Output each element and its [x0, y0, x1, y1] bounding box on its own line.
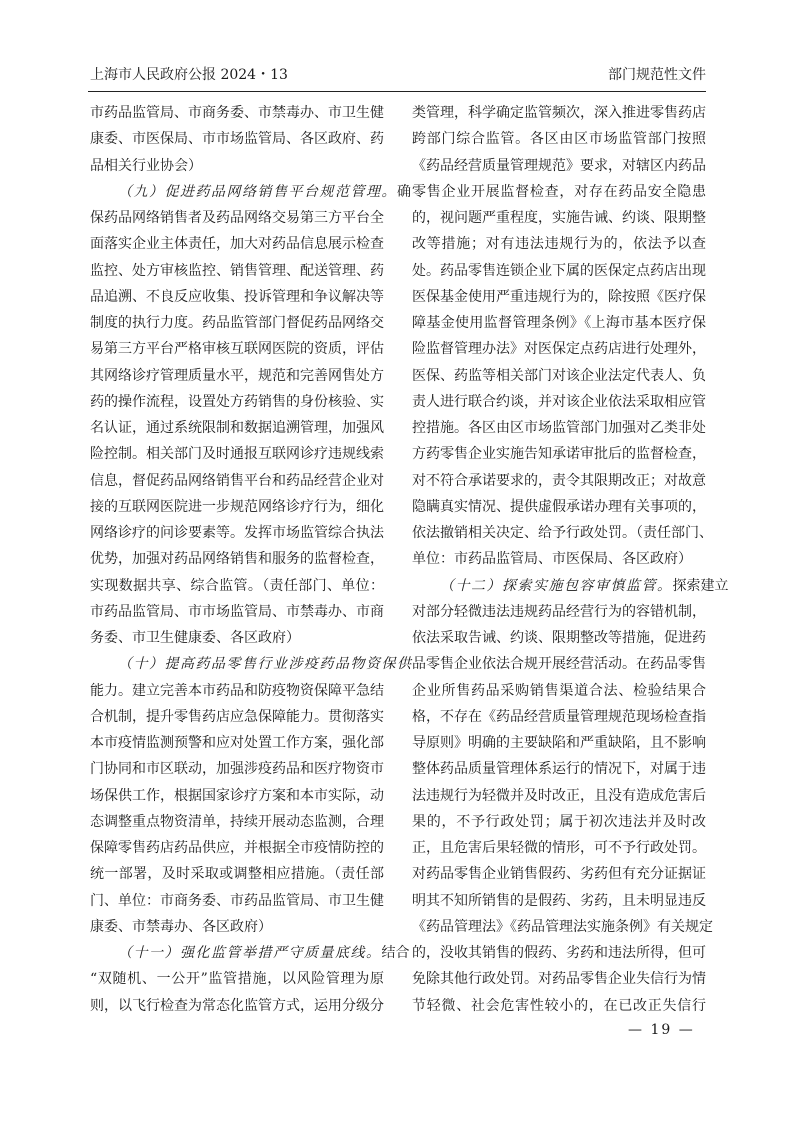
text-line: [90, 651, 413, 677]
line-text: 康委、市禁毒办、各区政府）: [90, 918, 272, 935]
line-text: 险监督管理办法》对医保定点药店进行处理外，: [412, 341, 706, 358]
text-line: [412, 599, 706, 625]
text-line: [412, 730, 706, 756]
line-text: 法违规行为轻微并及时改正，且没有造成危害后: [412, 787, 706, 804]
line-text: 确: [397, 183, 411, 200]
text-line: [412, 651, 706, 677]
text-line: [412, 415, 706, 441]
text-line: [90, 940, 410, 966]
line-text: 对部分轻微违法违规药品经营行为的容错机制，: [412, 603, 706, 620]
text-line: [90, 520, 384, 546]
line-text: 医保基金使用严重违规行为的，除按照《医疗保: [412, 288, 706, 305]
line-text: 处。药品零售连锁企业下属的医保定点药店出现: [412, 262, 706, 279]
text-line: [412, 258, 706, 284]
line-text: 零售企业开展监督检查，对存在药品安全隐患: [412, 183, 706, 200]
paragraph: [90, 940, 410, 1019]
text-line: [412, 573, 729, 599]
paragraph: [412, 573, 729, 1019]
line-text: 医保、药监等相关部门对该企业法定代表人、负: [412, 367, 706, 384]
line-text: 依法采取告诫、约谈、限期整改等措施，促进药: [412, 630, 706, 646]
line-text: 其网络诊疗管理质量水平，规范和完善网售处方: [90, 367, 384, 384]
line-text: 企业所售药品采购销售渠道合法、检验结果合: [412, 682, 706, 699]
text-line: [412, 940, 706, 966]
text-line: [90, 835, 384, 861]
text-line: [412, 231, 706, 257]
text-line: [412, 441, 706, 467]
line-text: 对药品零售企业销售假药、劣药但有充分证据证: [412, 866, 706, 883]
line-text: 障基金使用监督管理条例》《上海市基本医疗保: [412, 315, 706, 331]
line-text: 格，不存在《药品经营质量管理规范现场检查指: [412, 708, 706, 725]
text-line: [90, 678, 384, 704]
paragraph: [90, 651, 413, 940]
line-text: 《药品经营质量管理规范》要求，对辖区内药品: [412, 157, 706, 174]
line-text: 本市疫情监测预警和应对处置工作方案，强化部: [90, 735, 384, 751]
section-heading: （十）提高药品零售行业涉疫药品物资保供: [118, 656, 413, 673]
line-text: 合机制，提升零售药店应急保障能力。贯彻落实: [90, 708, 384, 725]
section-heading: （九）促进药品网络销售平台规范管理。: [118, 183, 397, 200]
line-text: 明其不知所销售的是假药、劣药，且未明显违反: [412, 892, 706, 909]
text-line: [412, 546, 706, 572]
line-text: 结合: [381, 945, 410, 961]
text-line: [412, 966, 706, 992]
text-line: [90, 599, 384, 625]
line-text: “双随机、一公开”监管措施，以风险管理为原: [90, 971, 384, 988]
line-text: 控措施。各区由区市场监管部门加强对乙类非处: [412, 420, 706, 436]
line-text: 网络诊疗的问诊要素等。发挥市场监管综合执法: [90, 525, 384, 541]
line-text: 保障零售药店药品供应，并根据全市疫情防控的: [90, 840, 384, 856]
line-text: 能力。建立完善本市药品和防疫物资保障平急结: [90, 682, 384, 699]
text-line: [412, 783, 706, 809]
text-line: [90, 546, 384, 572]
line-text: 实现数据共享、综合监管。（责任部门、单位：: [90, 577, 384, 594]
header-rule: [88, 91, 706, 92]
line-text: 市药品监管局、市商务委、市禁毒办、市卫生健: [90, 105, 384, 121]
text-line: [90, 179, 411, 205]
line-text: 态调整重点物资清单，持续开展动态监测，合理: [90, 813, 384, 830]
section-title: 部门规范性文件: [608, 67, 706, 83]
line-text: 跨部门综合监管。各区由区市场监管部门按照: [412, 131, 706, 148]
text-line: [90, 284, 384, 310]
text-line: [412, 205, 706, 231]
line-text: 信息，督促药品网络销售平台和药品经营企业对: [90, 472, 384, 489]
line-text: 的，没收其销售的假药、劣药和违法所得，但可: [412, 945, 706, 961]
line-text: 免除其他行政处罚。对药品零售企业失信行为情: [412, 971, 706, 988]
line-text: 方药零售企业实施告知承诺审批后的监督检查，: [412, 446, 706, 463]
line-text: 类管理，科学确定监管频次，深入推进零售药店: [412, 105, 706, 121]
text-line: [90, 914, 384, 940]
text-line: [412, 153, 706, 179]
line-text: 品相关行业协会）: [90, 157, 202, 174]
text-line: [90, 336, 384, 362]
line-text: 责人进行联合约谈，并对该企业依法采取相应管: [412, 393, 706, 410]
text-line: [90, 363, 384, 389]
line-text: 名认证，通过系统限制和数据追溯管理，加强风: [90, 420, 384, 436]
text-line: [412, 363, 706, 389]
text-line: [412, 756, 706, 782]
line-text: 门协同和市区联动，加强涉疫药品和医疗物资市: [90, 761, 384, 778]
line-text: 制度的执行力度。药品监管部门督促药品网络交: [90, 315, 384, 331]
text-line: [90, 888, 384, 914]
text-line: [90, 494, 384, 520]
text-line: [412, 888, 706, 914]
text-line: [412, 861, 706, 887]
text-line: [412, 704, 706, 730]
text-line: [90, 231, 384, 257]
line-text: 务委、市卫生健康委、各区政府）: [90, 630, 300, 646]
text-line: [90, 468, 384, 494]
text-line: [90, 809, 384, 835]
line-text: 面落实企业主体责任，加大对药品信息展示检查: [90, 236, 384, 253]
line-text: 品零售企业依法合规开展经营活动。在药品零售: [412, 656, 706, 673]
text-line: [90, 783, 384, 809]
line-text: 《药品管理法》《药品管理法实施条例》有关规定: [412, 918, 713, 935]
text-line: [90, 730, 384, 756]
paragraph: [90, 179, 411, 652]
text-line: [412, 678, 706, 704]
text-line: [90, 625, 384, 651]
text-line: [412, 520, 713, 546]
line-text: 品追溯、不良反应收集、投诉管理和争议解决等: [90, 288, 384, 305]
text-line: [90, 704, 384, 730]
line-text: 易第三方平台严格审核互联网医院的资质，评估: [90, 341, 384, 358]
line-text: 正，且危害后果轻微的情形，可不予行政处罚。: [412, 840, 706, 856]
text-line: [412, 179, 706, 205]
text-line: [412, 336, 706, 362]
line-text: 的，视问题严重程度，实施告诫、约谈、限期整: [412, 210, 706, 226]
page-number: — 19 —: [628, 1022, 695, 1038]
line-text: 单位：市药品监管局、市医保局、各区政府）: [412, 551, 692, 568]
line-text: 节轻微、社会危害性较小的，在已改正失信行: [412, 997, 706, 1014]
section-heading: （十一）强化监管举措严守质量底线。: [118, 945, 382, 961]
text-line: [412, 100, 706, 126]
section-heading: （十二）探索实施包容审慎监管。: [440, 577, 673, 594]
line-text: 果的，不予行政处罚；属于初次违法并及时改: [412, 813, 706, 830]
line-text: 统一部署，及时采取或调整相应措施。（责任部: [90, 866, 384, 883]
text-line: [90, 993, 384, 1019]
line-text: 场保供工作，根据国家诊疗方案和本市实际，动: [90, 787, 384, 804]
line-text: 接的互联网医院进一步规范网络诊疗行为，细化: [90, 498, 384, 515]
line-text: 康委、市医保局、市市场监管局、各区政府、药: [90, 131, 384, 148]
line-text: 对不符合承诺要求的，责令其限期改正；对故意: [412, 472, 706, 489]
line-text: 保药品网络销售者及药品网络交易第三方平台全: [90, 210, 384, 226]
text-line: [412, 494, 706, 520]
text-line: [90, 573, 384, 599]
line-text: 药的操作流程，设置处方药销售的身份核验、实: [90, 393, 384, 410]
line-text: 优势，加强对药品网络销售和服务的监督检查，: [90, 551, 384, 568]
line-text: 导原则》明确的主要缺陷和严重缺陷，且不影响: [412, 735, 706, 751]
text-line: [412, 126, 706, 152]
text-line: [90, 205, 384, 231]
text-line: [90, 861, 384, 887]
text-line: [90, 310, 384, 336]
line-text: 探索建立: [672, 577, 729, 594]
text-line: [90, 756, 384, 782]
text-line: [412, 835, 706, 861]
line-text: 监控、处方审核监控、销售管理、配送管理、药: [90, 262, 384, 279]
line-text: 隐瞒真实情况、提供虚假承诺办理有关事项的，: [412, 498, 706, 515]
text-line: [412, 809, 706, 835]
text-line: [412, 625, 706, 651]
paragraph: [412, 100, 713, 573]
line-text: 改等措施；对有违法违规行为的，依法予以查: [412, 236, 706, 253]
text-line: [412, 310, 706, 336]
text-line: [90, 441, 384, 467]
line-text: 险控制。相关部门及时通报互联网诊疗违规线索: [90, 446, 384, 463]
text-line: [412, 914, 713, 940]
text-line: [412, 993, 706, 1019]
text-line: [90, 258, 384, 284]
text-line: [90, 966, 384, 992]
gazette-title: 上海市人民政府公报 2024・13: [90, 67, 288, 83]
left-column: [90, 100, 413, 1019]
text-line: [90, 389, 384, 415]
line-text: 市药品监管局、市市场监管局、市禁毒办、市商: [90, 603, 384, 620]
line-text: 依法撤销相关决定、给予行政处罚。（责任部门、: [412, 525, 713, 541]
paragraph: [90, 100, 384, 179]
text-line: [90, 415, 384, 441]
text-line: [90, 126, 384, 152]
text-line: [90, 153, 384, 179]
line-text: 则，以飞行检查为常态化监管方式，运用分级分: [90, 997, 384, 1014]
line-text: 门、单位：市商务委、市药品监管局、市卫生健: [90, 892, 384, 909]
text-line: [90, 100, 384, 126]
text-line: [412, 389, 706, 415]
right-column: [412, 100, 729, 1019]
text-line: [412, 284, 706, 310]
line-text: 整体药品质量管理体系运行的情况下，对属于违: [412, 761, 706, 778]
text-line: [412, 468, 706, 494]
